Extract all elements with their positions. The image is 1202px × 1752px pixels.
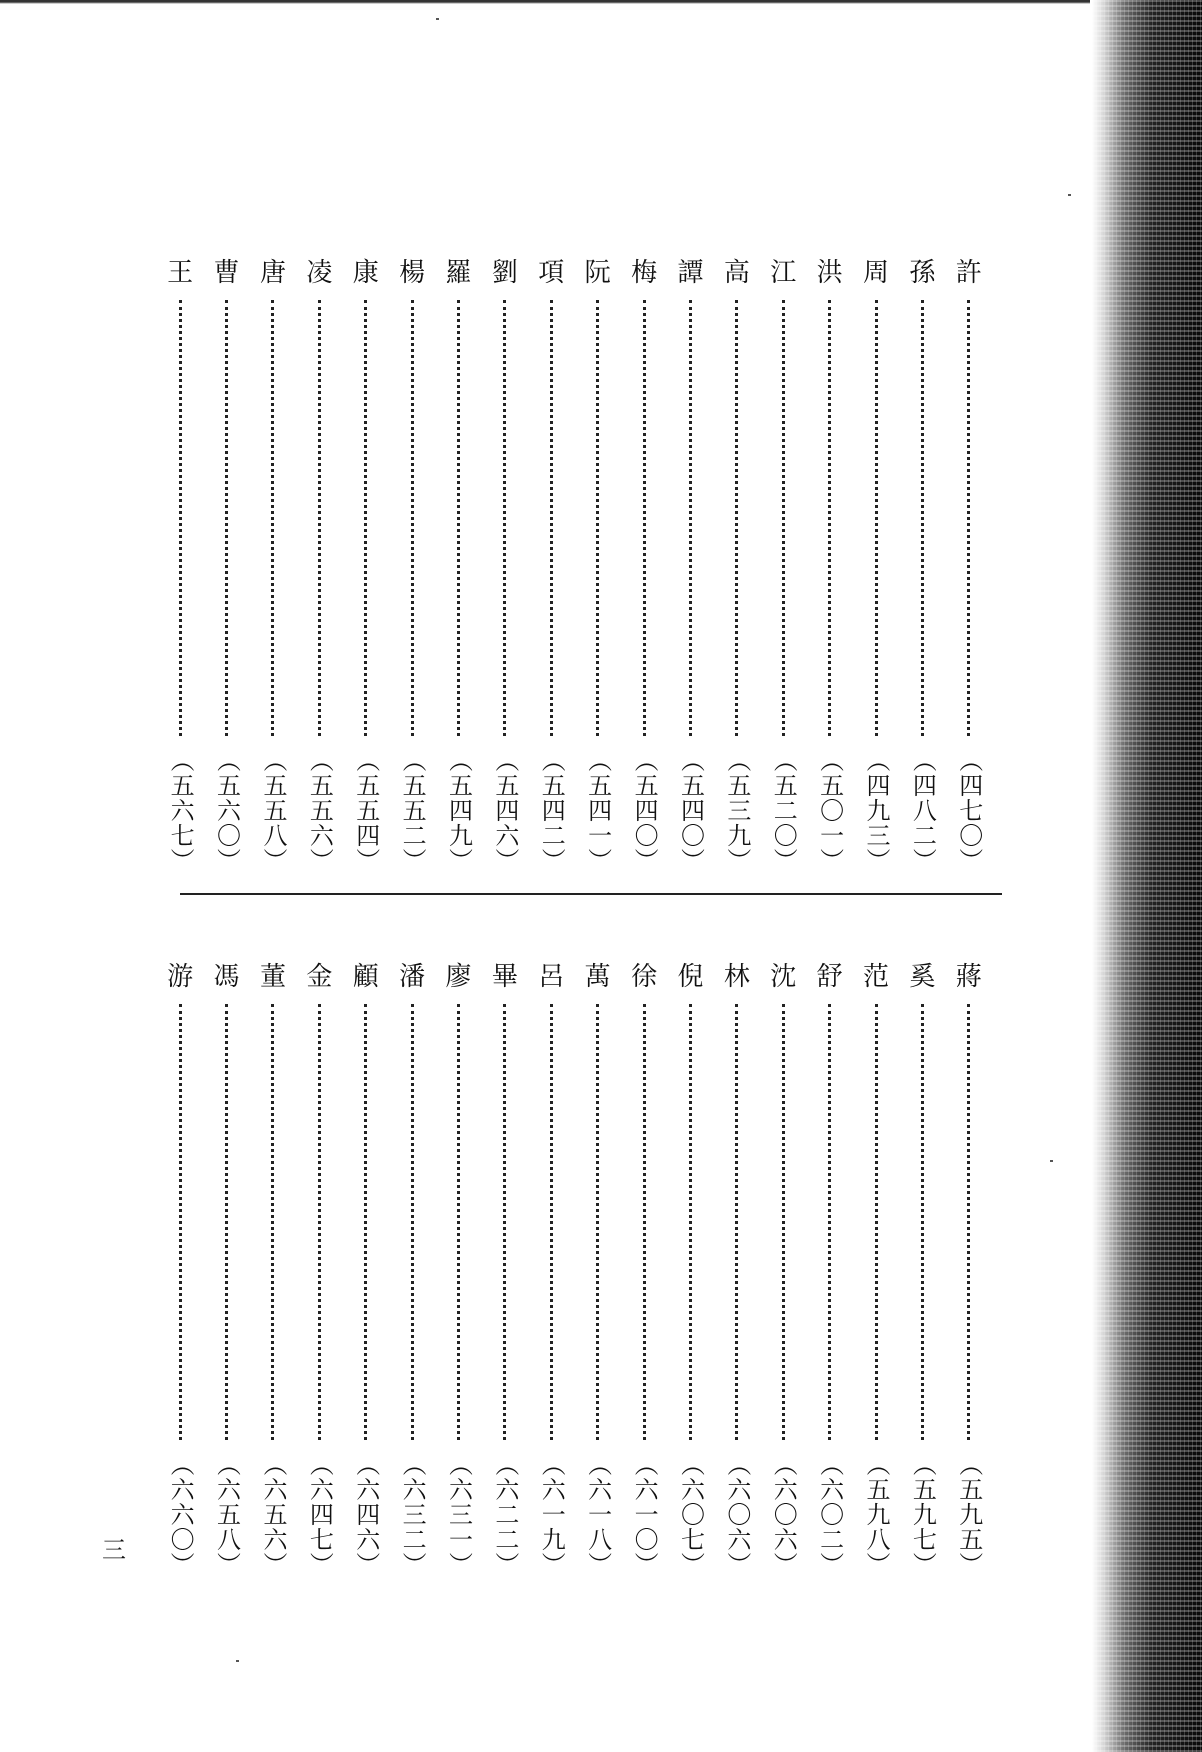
surname-label: 徐 [631,962,658,992]
dot-leader [967,1004,970,1440]
index-entry [528,258,574,873]
dot-leader [503,300,506,736]
index-entry [203,962,249,1577]
page-reference: （六六〇） [166,1452,195,1577]
surname-label: 游 [167,962,194,992]
index-entry [203,258,249,873]
dot-leader [550,1004,553,1440]
dot-leader [828,300,831,736]
page-number: 三 [102,1536,126,1564]
surname-label: 王 [167,258,194,288]
index-entry [714,962,760,1577]
dot-leader [689,300,692,736]
index-entry [667,962,713,1577]
surname-label: 周 [863,258,890,288]
surname-label: 范 [863,962,890,992]
index-entry [714,258,760,873]
index-entry [389,258,435,873]
page-reference: （六二二） [490,1452,519,1577]
index-entry [250,962,296,1577]
dot-leader [411,1004,414,1440]
surname-label: 舒 [816,962,843,992]
index-entry [574,258,620,873]
dot-leader [643,1004,646,1440]
page-reference: （六五六） [258,1452,287,1577]
page-reference: （六三二） [398,1452,427,1577]
surname-label: 蔣 [955,962,982,992]
page-reference: （六四七） [305,1452,334,1577]
index-entry [899,258,945,873]
page-reference: （五九七） [908,1452,937,1577]
index-entry [667,258,713,873]
page-reference: （五四一） [583,748,612,873]
surname-label: 江 [770,258,797,288]
dot-leader [318,300,321,736]
surname-label: 梅 [631,258,658,288]
page-reference: （五四六） [490,748,519,873]
page-reference: （六〇六） [769,1452,798,1577]
page-reference: （五五八） [258,748,287,873]
dot-leader [225,1004,228,1440]
dot-leader [596,1004,599,1440]
dot-leader [318,1004,321,1440]
dot-leader [364,1004,367,1440]
surname-label: 董 [259,962,286,992]
page-reference: （五二〇） [769,748,798,873]
surname-label: 林 [723,962,750,992]
dot-leader [782,1004,785,1440]
page-reference: （六一九） [537,1452,566,1577]
index-entry [296,962,342,1577]
surname-label: 羅 [445,258,472,288]
dot-leader [225,300,228,736]
surname-label: 潘 [399,962,426,992]
page-reference: （五四〇） [676,748,705,873]
surname-label: 康 [352,258,379,288]
surname-label: 倪 [677,962,704,992]
page-reference: （五九八） [862,1452,891,1577]
page-reference: （五六七） [166,748,195,873]
dot-leader [179,300,182,736]
dot-leader [457,300,460,736]
index-entry [250,258,296,873]
page-reference: （五五二） [398,748,427,873]
page-reference: （四七〇） [954,748,983,873]
surname-label: 萬 [584,962,611,992]
page-reference: （五四〇） [630,748,659,873]
surname-label: 孫 [909,258,936,288]
dot-leader [689,1004,692,1440]
index-entry [435,258,481,873]
page-reference: （五九五） [954,1452,983,1577]
index-entry [621,962,667,1577]
index-entry [343,962,389,1577]
page-reference: （五四二） [537,748,566,873]
index-entry [482,962,528,1577]
top-scan-rule [0,0,1090,8]
page-reference: （六四六） [351,1452,380,1577]
surname-label: 馮 [213,962,240,992]
surname-label: 項 [538,258,565,288]
page-reference: （四八二） [908,748,937,873]
surname-label: 凌 [306,258,333,288]
index-entry [899,962,945,1577]
dot-leader [271,300,274,736]
index-entry [528,962,574,1577]
index-entry [621,258,667,873]
scanned-page-edge [1092,0,1202,1752]
index-entry [157,962,203,1577]
dot-leader [875,1004,878,1440]
surname-label: 阮 [584,258,611,288]
surname-label: 金 [306,962,333,992]
surname-label: 劉 [491,258,518,288]
dot-leader [271,1004,274,1440]
page-reference: （六五八） [212,1452,241,1577]
page-reference: （六一〇） [630,1452,659,1577]
index-entry [853,258,899,873]
index-entry [760,258,806,873]
dot-leader [967,300,970,736]
dot-leader [596,300,599,736]
dot-leader [179,1004,182,1440]
page-reference: （五五四） [351,748,380,873]
surname-label: 奚 [909,962,936,992]
index-entry [806,962,852,1577]
dot-leader [503,1004,506,1440]
index-entry [343,258,389,873]
index-entry [296,258,342,873]
index-entry [946,258,992,873]
page-reference: （五六〇） [212,748,241,873]
surname-label: 唐 [259,258,286,288]
dot-leader [457,1004,460,1440]
page-reference: （六三一） [444,1452,473,1577]
section-divider [180,893,1002,895]
scan-speck [1068,194,1071,196]
page-reference: （六〇六） [722,1452,751,1577]
surname-label: 譚 [677,258,704,288]
index-entry [435,962,481,1577]
page-reference: （五三九） [722,748,751,873]
page-reference: （六〇七） [676,1452,705,1577]
surname-label: 顧 [352,962,379,992]
index-section-bottom [157,962,992,1577]
page-reference: （六一八） [583,1452,612,1577]
dot-leader [643,300,646,736]
scan-speck [1050,1160,1053,1162]
dot-leader [875,300,878,736]
dot-leader [921,1004,924,1440]
index-entry [853,962,899,1577]
scan-speck [436,18,439,20]
page-reference: （五〇一） [815,748,844,873]
surname-label: 廖 [445,962,472,992]
page-reference: （四九三） [862,748,891,873]
dot-leader [411,300,414,736]
page-reference: （五四九） [444,748,473,873]
index-entry [389,962,435,1577]
scan-speck [236,1660,239,1662]
index-entry [760,962,806,1577]
index-section-top [157,258,992,873]
surname-label: 許 [955,258,982,288]
index-entry [574,962,620,1577]
surname-label: 呂 [538,962,565,992]
dot-leader [364,300,367,736]
surname-label: 畢 [491,962,518,992]
page-reference: （五五六） [305,748,334,873]
index-entry [482,258,528,873]
page-reference: （六〇二） [815,1452,844,1577]
index-entry [157,258,203,873]
index-entry [806,258,852,873]
surname-label: 高 [723,258,750,288]
dot-leader [735,1004,738,1440]
dot-leader [782,300,785,736]
dot-leader [550,300,553,736]
surname-label: 楊 [399,258,426,288]
dot-leader [921,300,924,736]
surname-label: 洪 [816,258,843,288]
dot-leader [828,1004,831,1440]
index-entry [946,962,992,1577]
surname-label: 沈 [770,962,797,992]
dot-leader [735,300,738,736]
surname-label: 曹 [213,258,240,288]
